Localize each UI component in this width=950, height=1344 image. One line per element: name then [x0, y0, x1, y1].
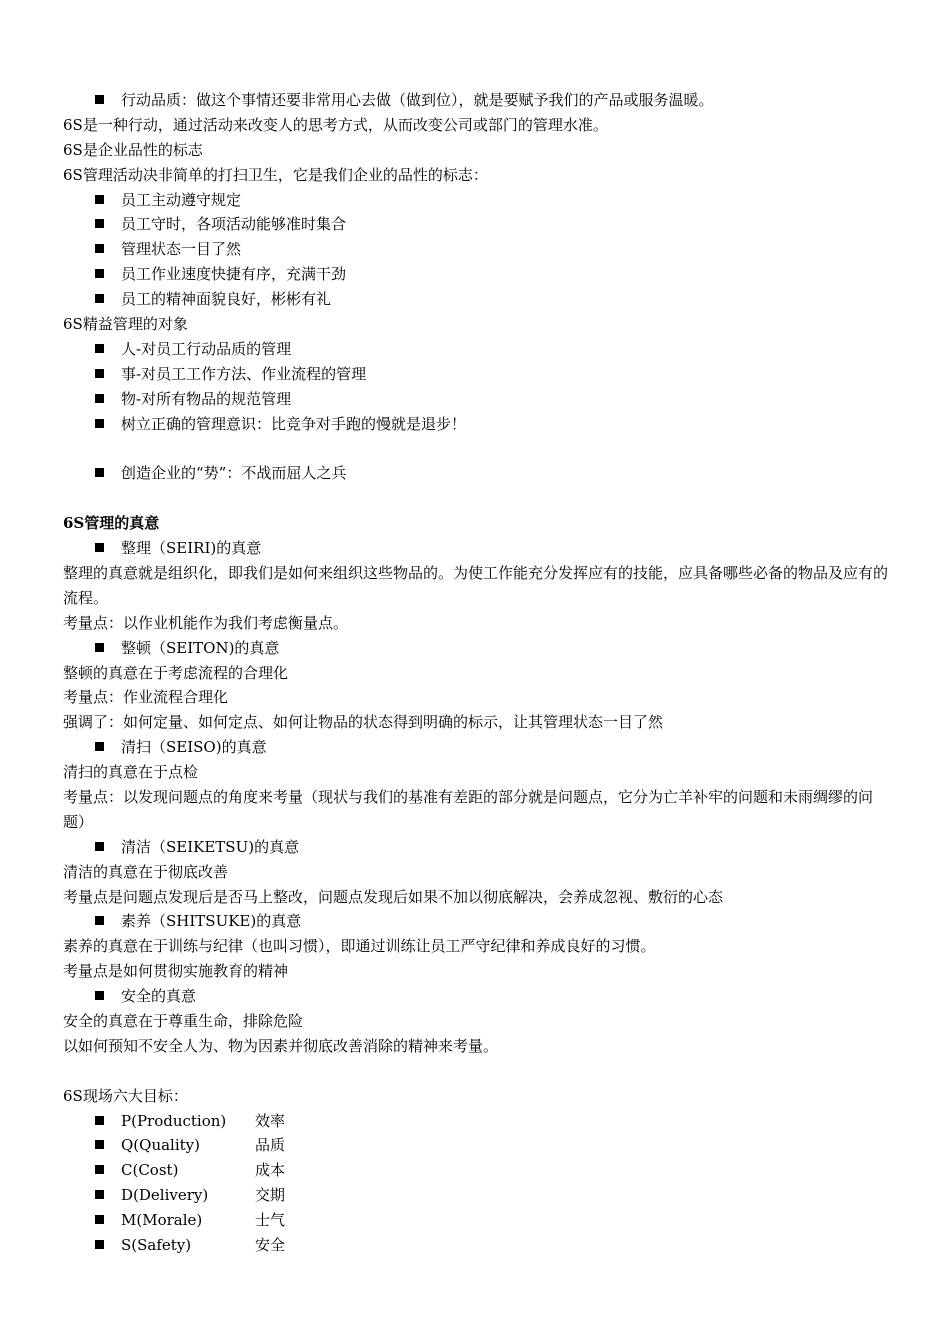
- square-bullet-icon: [95, 1165, 104, 1174]
- square-bullet-icon: [95, 394, 104, 403]
- bullet-text: 员工守时，各项活动能够准时集合: [121, 215, 347, 234]
- square-bullet-icon: [95, 842, 104, 851]
- square-bullet-icon: [95, 643, 104, 652]
- square-bullet-icon: [95, 742, 104, 751]
- bullet-text: 管理状态一目了然: [121, 240, 242, 259]
- bullet-text: 人-对员工行动品质的管理: [121, 339, 292, 358]
- text-line: 考量点是如何贯彻实施教育的精神: [63, 962, 289, 981]
- paragraph: 整理的真意就是组织化，即我们是如何来组织这些物品的。为使工作能充分发挥应有的技能，应具备哪些必备的物品及应有的流程。: [63, 563, 889, 607]
- goal-item: [63, 1158, 893, 1183]
- bullet-item: [63, 735, 893, 760]
- bullet-text: 整理（SEIRI)的真意: [121, 539, 262, 558]
- bullet-text: 创造企业的“势”：不战而屈人之兵: [121, 464, 347, 483]
- document-body: [63, 88, 893, 1109]
- goal-item: [63, 1208, 893, 1233]
- square-bullet-icon: [95, 269, 104, 278]
- square-bullet-icon: [95, 195, 104, 204]
- text-line: 素养的真意在于训练与纪律（也叫习惯），即通过训练让员工严守纪律和养成良好的习惯。: [63, 937, 656, 956]
- bullet-text: 整顿（SEITON)的真意: [121, 638, 280, 657]
- goal-label: 效率: [255, 1111, 286, 1130]
- document-page: [63, 88, 893, 1258]
- text-line: 考量点：作业流程合理化: [63, 688, 229, 707]
- blank-line: [63, 1059, 893, 1084]
- goal-code: Q(Quality): [121, 1136, 200, 1155]
- goal-label: 安全: [255, 1236, 286, 1255]
- square-bullet-icon: [95, 1215, 104, 1224]
- bullet-item: [63, 536, 893, 561]
- goal-label: 品质: [255, 1136, 286, 1155]
- bullet-text: 行动品质：做这个事情还要非常用心去做（做到位），就是要赋予我们的产品或服务温暖。: [121, 91, 714, 109]
- text-line: 清洁的真意在于彻底改善: [63, 862, 229, 881]
- goal-list: [63, 1109, 893, 1258]
- square-bullet-icon: [95, 1140, 104, 1149]
- blank-line: [63, 436, 893, 461]
- bullet-item: [63, 984, 893, 1009]
- bullet-item: [63, 835, 893, 860]
- square-bullet-icon: [95, 95, 104, 104]
- goal-code: S(Safety): [121, 1236, 192, 1255]
- goal-label: 士气: [255, 1211, 286, 1230]
- square-bullet-icon: [95, 468, 104, 477]
- goal-code: C(Cost): [121, 1161, 179, 1180]
- bullet-text: 清洁（SEIKETSU)的真意: [121, 837, 300, 856]
- goal-label: 成本: [255, 1161, 286, 1180]
- goal-item: [63, 1109, 893, 1134]
- goal-label: 交期: [255, 1186, 286, 1205]
- section-heading: 6S管理的真意: [63, 514, 160, 533]
- square-bullet-icon: [95, 916, 104, 925]
- text-line: 考量点是问题点发现后是否马上整改，问题点发现后如果不加以彻底解决，会养成忽视、敷衍的心态: [63, 887, 724, 906]
- bullet-text: 安全的真意: [121, 987, 197, 1006]
- text-line: 6S是一种行动，通过活动来改变人的思考方式，从而改变公司或部门的管理水准。: [63, 115, 608, 134]
- bullet-item: [63, 337, 893, 362]
- goal-item: [63, 1133, 893, 1158]
- square-bullet-icon: [95, 1190, 104, 1199]
- bullet-item: [63, 362, 893, 387]
- text-line: 考量点：以作业机能作为我们考虑衡量点。: [63, 613, 349, 632]
- blank-line: [63, 486, 893, 511]
- bullet-text: 树立正确的管理意识：比竞争对手跑的慢就是退步！: [121, 414, 467, 433]
- goal-item: [63, 1233, 893, 1258]
- goal-code: M(Morale): [121, 1211, 203, 1230]
- square-bullet-icon: [95, 543, 104, 552]
- text-line: 以如何预知不安全人为、物为因素并彻底改善消除的精神来考量。: [63, 1036, 499, 1055]
- bullet-text: 物-对所有物品的规范管理: [121, 389, 292, 408]
- square-bullet-icon: [95, 369, 104, 378]
- text-line: 安全的真意在于尊重生命，排除危险: [63, 1012, 304, 1031]
- square-bullet-icon: [95, 1116, 104, 1125]
- goal-code: D(Delivery): [121, 1186, 209, 1205]
- square-bullet-icon: [95, 419, 104, 428]
- bullet-text: 员工主动遵守规定: [121, 190, 242, 209]
- text-line: 6S管理活动决非简单的打扫卫生，它是我们企业的品性的标志：: [63, 165, 488, 184]
- square-bullet-icon: [95, 1240, 104, 1249]
- text-line: 强调了：如何定量、如何定点、如何让物品的状态得到明确的标示，让其管理状态一目了然: [63, 713, 664, 732]
- bullet-item: [63, 412, 893, 437]
- square-bullet-icon: [95, 344, 104, 353]
- bullet-item: [63, 262, 893, 287]
- text-line: 清扫的真意在于点检: [63, 763, 199, 782]
- bullet-text: 员工作业速度快捷有序，充满干劲: [121, 265, 347, 284]
- goal-code: P(Production): [121, 1111, 227, 1130]
- square-bullet-icon: [95, 991, 104, 1000]
- bullet-text: 员工的精神面貌良好，彬彬有礼: [121, 290, 332, 309]
- bullet-item: [63, 188, 893, 213]
- text-line: 6S精益管理的对象: [63, 315, 188, 334]
- text-line: 整顿的真意在于考虑流程的合理化: [63, 663, 289, 682]
- square-bullet-icon: [95, 219, 104, 228]
- bullet-item: [63, 909, 893, 934]
- bullet-item: [63, 461, 893, 486]
- bullet-item: [63, 636, 893, 661]
- text-line: 6S是企业品性的标志: [63, 140, 203, 159]
- square-bullet-icon: [95, 244, 104, 253]
- goal-item: [63, 1183, 893, 1208]
- bullet-text: 事-对员工工作方法、作业流程的管理: [121, 364, 367, 383]
- bullet-text: 素养（SHITSUKE)的真意: [121, 912, 302, 931]
- bullet-item: [63, 237, 893, 262]
- bullet-item: [63, 88, 893, 113]
- bullet-item: [63, 287, 893, 312]
- bullet-item: [63, 387, 893, 412]
- bullet-item: [63, 212, 893, 237]
- text-line: 6S现场六大目标：: [63, 1086, 188, 1105]
- square-bullet-icon: [95, 294, 104, 303]
- bullet-text: 清扫（SEISO)的真意: [121, 738, 267, 757]
- paragraph: 考量点：以发现问题点的角度来考量（现状与我们的基准有差距的部分就是问题点，它分为亡羊补牢的问题和未雨绸缪的问题）: [63, 787, 874, 831]
